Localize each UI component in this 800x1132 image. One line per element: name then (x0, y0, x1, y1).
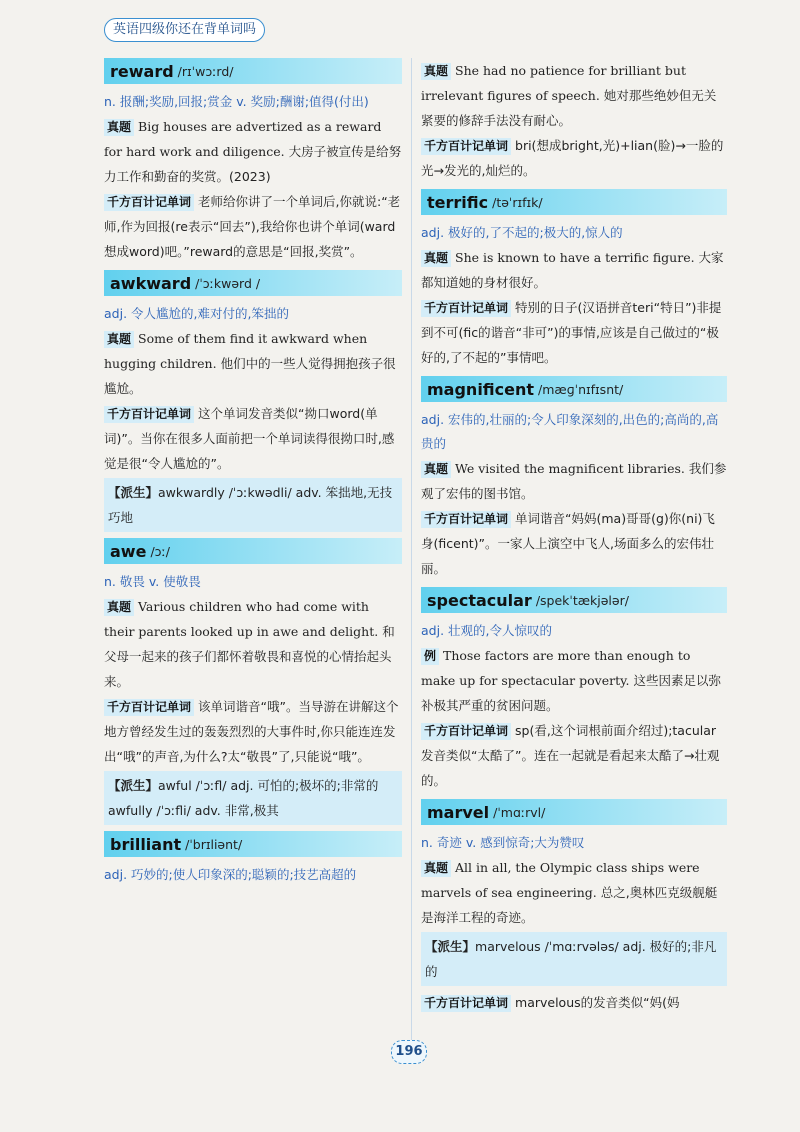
headword-bar (421, 189, 727, 215)
headword: marvel (427, 802, 490, 822)
example-cn: 我们参观了宏伟的图书馆。 (421, 461, 727, 501)
example-en: She had no patience for brilliant but irrelevant figures of speech. (421, 63, 686, 103)
derivative-text: awful /ˈɔːfl/ adj. 可怕的;极坏的;非常的 (158, 778, 379, 793)
memo-tag: 千方百计记单词 (421, 138, 511, 155)
entry-brilliant-cont (421, 58, 727, 183)
memo-tag: 千方百计记单词 (421, 300, 511, 317)
derivative-tag: 【派生】 (425, 939, 476, 954)
memo-tag: 千方百计记单词 (104, 194, 194, 211)
example (421, 245, 727, 295)
memo-tag: 千方百计记单词 (421, 995, 511, 1012)
derivative-box (104, 771, 402, 825)
example (104, 114, 402, 189)
definition: adj. 宏伟的,壮丽的;令人印象深刻的,出色的;高尚的,高贵的 (421, 412, 719, 451)
derivative-tag: 【派生】 (108, 485, 159, 500)
headword-bar (421, 376, 727, 402)
column-divider (411, 58, 412, 1044)
memo-text: sp(看,这个词根前面介绍过);tacular发音类似“太酷了”。连在一起就是看起来太酷了→壮观的。 (421, 723, 720, 788)
memo (104, 694, 402, 769)
headword-bar (421, 799, 727, 825)
memo (421, 506, 727, 581)
memo (421, 295, 727, 370)
headword: brilliant (110, 834, 182, 854)
headword-bar (104, 58, 402, 84)
example-tag: 例 (421, 648, 439, 665)
headword: spectacular (427, 590, 532, 610)
entry-magnificent (421, 376, 727, 581)
book-title-badge: 英语四级你还在背单词吗 (104, 18, 265, 42)
example (104, 594, 402, 694)
definition: adj. 极好的,了不起的;极大的,惊人的 (421, 225, 623, 240)
headword-bar (104, 270, 402, 296)
memo (421, 133, 727, 183)
memo-tag: 千方百计记单词 (104, 699, 194, 716)
page-number: 196 (391, 1040, 427, 1064)
derivative-tag: 【派生】 (108, 778, 159, 793)
example-tag: 真题 (421, 860, 451, 877)
example-tag: 真题 (104, 599, 134, 616)
headword: terrific (427, 192, 489, 212)
memo-text: 特别的日子(汉语拼音teri“特日”)非提到不可(fic的谐音“非可”)的事情,应该是自己做过的“极好的,了不起的”事情吧。 (421, 300, 722, 365)
headword: awe (110, 541, 147, 561)
example (104, 326, 402, 401)
derivative-text-2: awfully /ˈɔːfli/ adv. 非常,极其 (108, 803, 279, 818)
example-en: All in all, the Olympic class ships were marvels of sea engineering. (421, 860, 700, 900)
phonetic: /rɪˈwɔːrd/ (177, 63, 234, 79)
phonetic: /ˈmɑːrvl/ (493, 804, 546, 820)
example-en: Various children who had come with their parents looked up in awe and delight. (104, 599, 379, 639)
example-en: We visited the magnificent libraries. (455, 461, 685, 476)
example-tag: 真题 (421, 250, 451, 267)
example-cn: 大家都知道她的身材很好。 (421, 250, 724, 290)
example-cn: 总之,奥林匹克级舰艇是海洋工程的奇迹。 (421, 885, 718, 925)
memo-text: 这个单词发音类似“拗口word(单词)”。当你在很多人面前把一个单词读得很拗口时,感觉是很“令人尴尬的”。 (104, 406, 395, 471)
memo (421, 718, 727, 793)
example (421, 58, 727, 133)
definition: n. 奇迹 v. 感到惊奇;大为赞叹 (421, 835, 585, 850)
derivative-text: marvelous /ˈmɑːrvələs/ adj. 极好的;非凡的 (425, 939, 717, 979)
headword: awkward (110, 273, 192, 293)
definition: adj. 巧妙的;使人印象深的;聪颖的;技艺高超的 (104, 867, 357, 882)
entry-brilliant (104, 831, 402, 887)
entry-terrific (421, 189, 727, 370)
example (421, 643, 727, 718)
entry-marvel (421, 799, 727, 1015)
headword-bar (421, 587, 727, 613)
memo-text: 老师给你讲了一个单词后,你就说:“老师,作为回报(re表示“回去”),我给你也讲个单词(ward想成word)吧。”reward的意思是“回报,奖赏”。 (104, 194, 401, 259)
headword: reward (110, 61, 174, 81)
headword: magnificent (427, 379, 535, 399)
example-en: Big houses are advertized as a reward for hard work and diligence. (104, 119, 382, 159)
example (421, 456, 727, 506)
definition: adj. 壮观的,令人惊叹的 (421, 623, 552, 638)
phonetic: /mæɡˈnɪfɪsnt/ (538, 381, 624, 397)
memo-tag: 千方百计记单词 (421, 723, 511, 740)
memo (421, 990, 727, 1015)
phonetic: /ˈɔːkwərd / (195, 275, 261, 291)
example-tag: 真题 (104, 119, 134, 136)
memo-text: 单词谐音“妈妈(ma)哥哥(g)你(ni)飞身(ficent)”。一家人上演空中飞人,场面多么的宏伟壮丽。 (421, 511, 715, 576)
memo-tag: 千方百计记单词 (104, 406, 194, 423)
entry-reward (104, 58, 402, 264)
phonetic: /spekˈtækjələr/ (535, 592, 629, 608)
memo-text: bri(想成bright,光)+lian(脸)→一脸的光→发光的,灿烂的。 (421, 138, 724, 178)
definition: n. 报酬;奖励,回报;赏金 v. 奖励;酬谢;值得(付出) (104, 94, 369, 109)
example-en: Some of them find it awkward when hugging children. (104, 331, 368, 371)
right-column (421, 58, 727, 1021)
entry-awe (104, 538, 402, 825)
derivative-text: awkwardly /ˈɔːkwədli/ adv. 笨拙地,无技巧地 (108, 485, 393, 525)
example-cn: 和父母一起来的孩子们都怀着敬畏和喜悦的心情抬起头来。 (104, 624, 395, 689)
memo-text: 该单词谐音“哦”。当导游在讲解这个地方曾经发生过的轰轰烈烈的大事件时,你只能连连发出“哦”的声音,为什么?太“敬畏”了,只能说“哦”。 (104, 699, 399, 764)
example-cn: 她对那些绝妙但无关紧要的修辞手法没有耐心。 (421, 88, 717, 128)
derivative-box (104, 478, 402, 532)
example-tag: 真题 (421, 461, 451, 478)
headword-bar (104, 831, 402, 857)
example (421, 855, 727, 930)
example-en: She is known to have a terrific figure. (455, 250, 695, 265)
memo (104, 401, 402, 476)
example-cn: 他们中的一些人觉得拥抱孩子很尴尬。 (104, 356, 396, 396)
memo-tag: 千方百计记单词 (421, 511, 511, 528)
derivative-box (421, 932, 727, 986)
example-tag: 真题 (421, 63, 451, 80)
memo-text: marvelous的发音类似“妈(妈 (515, 995, 680, 1010)
phonetic: /təˈrɪfɪk/ (492, 194, 543, 210)
left-column (104, 58, 402, 893)
example-en: Those factors are more than enough to make up for spectacular poverty. (421, 648, 691, 688)
example-cn: 大房子被宣传是给努力工作和勤奋的奖赏。(2023) (104, 144, 402, 184)
memo (104, 189, 402, 264)
example-cn: 这些因素足以弥补极其严重的贫困问题。 (421, 673, 721, 713)
entry-awkward (104, 270, 402, 532)
entry-spectacular (421, 587, 727, 793)
headword-bar (104, 538, 402, 564)
definition: adj. 令人尴尬的,难对付的,笨拙的 (104, 306, 289, 321)
phonetic: /ˈbrɪliənt/ (185, 836, 243, 852)
example-tag: 真题 (104, 331, 134, 348)
phonetic: /ɔː/ (150, 543, 170, 559)
definition: n. 敬畏 v. 使敬畏 (104, 574, 201, 589)
